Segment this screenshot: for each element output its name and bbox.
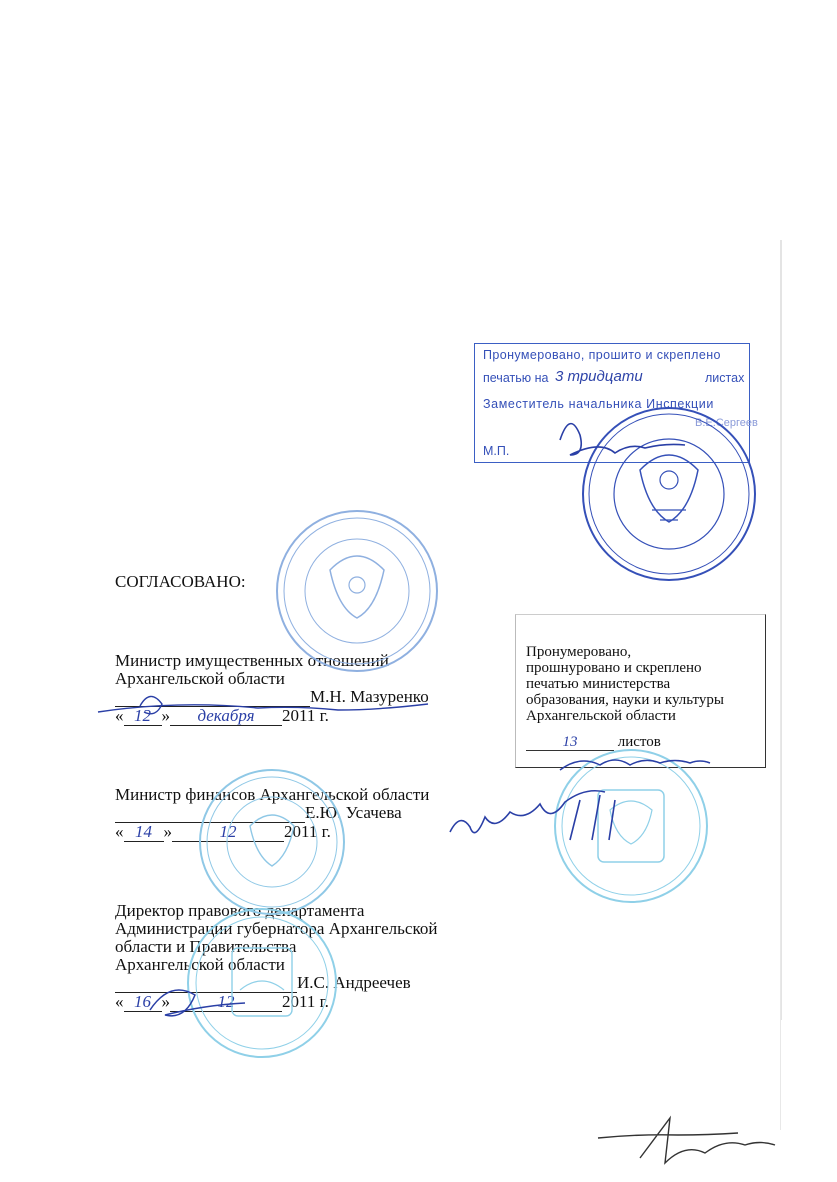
ministry-binding-line: прошнуровано и скреплено — [526, 660, 702, 676]
approval-block-3 — [115, 902, 437, 1012]
date-day: 12 — [124, 707, 162, 726]
signature-usacheva — [450, 791, 615, 840]
approval-signature-row — [115, 974, 437, 993]
page-fold-edge-2 — [780, 430, 829, 1130]
ministry-sheet-count: 13 — [526, 734, 614, 751]
ministry-binding-line: печатью министерства — [526, 676, 671, 692]
ministry-binding-text — [526, 644, 724, 724]
inspection-stamp-line3: Заместитель начальника Инспекции — [483, 397, 714, 411]
date-year: 2011 г. — [284, 822, 331, 841]
date-month: декабря — [170, 707, 282, 726]
date-month: 12 — [170, 993, 282, 1012]
signature-line — [115, 688, 310, 707]
approval-block-2 — [115, 786, 429, 842]
signature-line — [115, 974, 297, 993]
inspection-stamp-prefix: печатью на — [483, 371, 549, 385]
date-month: 12 — [172, 823, 284, 842]
approval-name: И.С. Андреечев — [297, 973, 411, 992]
agreed-heading: СОГЛАСОВАНО: — [115, 572, 246, 591]
date-day: 16 — [124, 993, 162, 1012]
approval-title-line: Архангельской области — [115, 955, 285, 974]
ministry-binding-line: Архангельской области — [526, 708, 676, 724]
signature-bottom — [598, 1118, 775, 1163]
property-ministry-seal — [277, 511, 437, 671]
inspection-stamp-line1: Пронумеровано, прошито и скреплено — [483, 348, 721, 362]
approval-title-line: Директор правового департамента — [115, 901, 365, 920]
inspection-stamp-line4: М.П. — [483, 444, 510, 458]
education-ministry-seal — [555, 750, 707, 902]
ministry-binding-box — [515, 614, 766, 768]
date-year: 2011 г. — [282, 992, 329, 1011]
approval-title-line: Архангельской области — [115, 669, 285, 688]
approval-name: М.Н. Мазуренко — [310, 687, 429, 706]
ministry-sheet-count-row — [526, 734, 661, 751]
approval-block-1 — [115, 652, 429, 726]
ministry-sheet-suffix: листов — [617, 734, 661, 750]
approval-signature-row — [115, 688, 429, 707]
approval-name: Е.Ю. Усачева — [305, 803, 402, 822]
date-day: 14 — [124, 823, 164, 842]
approval-title-line: Министр имущественных отношений — [115, 651, 389, 670]
ministry-binding-line: Пронумеровано, — [526, 644, 632, 660]
approval-title-line: Министр финансов Архангельской области — [115, 785, 430, 804]
inspection-stamp-suffix: листах — [705, 371, 745, 385]
approval-date-row: « 14 » 12 2011 г. — [115, 822, 331, 841]
approval-date-row: « 12 » декабря 2011 г. — [115, 706, 329, 725]
inspection-stamp-handwritten-count: 3 тридцати — [555, 368, 643, 385]
signature-line — [115, 804, 305, 823]
approval-title-line: области и Правительства — [115, 937, 297, 956]
date-year: 2011 г. — [282, 706, 329, 725]
inspection-binding-stamp — [474, 343, 758, 463]
approval-signature-row — [115, 804, 429, 823]
inspection-stamp-signer: В.Е.Сергеев — [695, 417, 758, 429]
approval-title-line: Администрации губернатора Архангельской — [115, 919, 438, 938]
ministry-binding-line: образования, науки и культуры — [526, 692, 724, 708]
approval-date-row: « 16 » 12 2011 г. — [115, 992, 329, 1011]
